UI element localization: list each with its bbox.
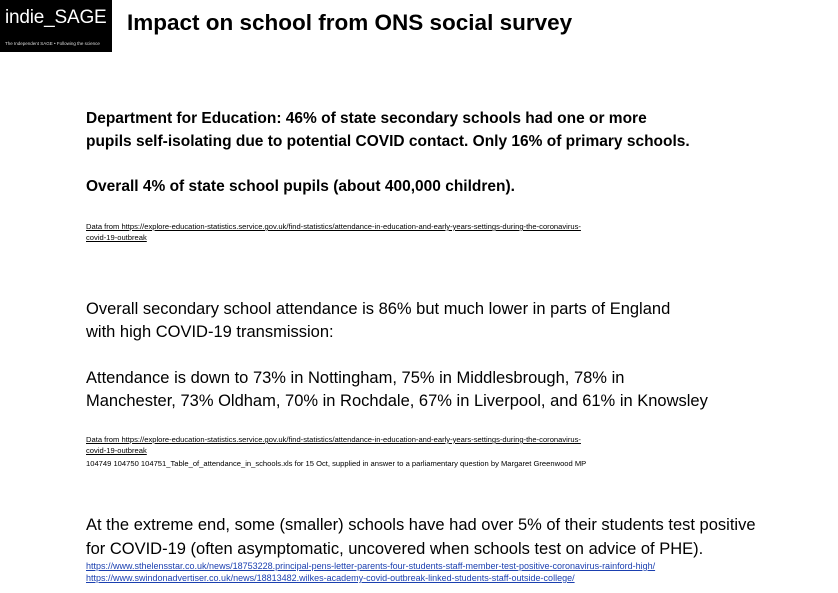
overall-pupils-line: Overall 4% of state school pupils (about 400,000 children).	[86, 178, 515, 195]
attendance-source-link-line-1[interactable]: Data from https://explore-education-statistics.service.gov.uk/find-statistics/attendance-in-education-and-early-years-settings-during-the-coronavirus-	[86, 435, 581, 444]
attendance-source-link-line-2[interactable]: covid-19-outbreak	[86, 446, 147, 455]
dfe-line-1: Department for Education: 46% of state secondary schools had one or more	[86, 110, 647, 127]
attendance-intro-line-1: Overall secondary school attendance is 86% but much lower in parts of England	[86, 300, 671, 318]
logo-tagline: The Independent SAGE • Following the science	[5, 41, 100, 46]
dfe-source-link-line-1[interactable]: Data from https://explore-education-statistics.service.gov.uk/find-statistics/attendance-in-education-and-early-years-settings-during-the-coronavirus-	[86, 222, 581, 231]
st-helens-star-link[interactable]: https://www.sthelensstar.co.uk/news/18753228.principal-pens-letter-parents-four-students-staff-member-test-positive-coronavirus-rainford-high/	[86, 561, 656, 571]
attendance-detail-line-1: Attendance is down to 73% in Nottingham, 75% in Middlesbrough, 78% in	[86, 369, 625, 387]
indie-sage-logo	[0, 0, 112, 52]
extreme-cases-line-2: for COVID-19 (often asymptomatic, uncovered when schools test on advice of PHE).	[86, 540, 704, 558]
attendance-detail-line-2: Manchester, 73% Oldham, 70% in Rochdale, 67% in Liverpool, and 61% in Knowsley	[86, 392, 708, 410]
extreme-cases-line-1: At the extreme end, some (smaller) schools have had over 5% of their students test positive	[86, 516, 756, 534]
dfe-line-2: pupils self-isolating due to potential COVID contact. Only 16% of primary schools.	[86, 133, 690, 150]
dfe-source-link-line-2[interactable]: covid-19-outbreak	[86, 233, 147, 242]
logo-wordmark: indie_SAGE	[5, 7, 107, 28]
swindon-advertiser-link[interactable]: https://www.swindonadvertiser.co.uk/news/18813482.wilkes-academy-covid-outbreak-linked-students-staff-outside-college/	[86, 573, 575, 583]
page-title: Impact on school from ONS social survey	[127, 10, 573, 35]
attendance-intro-line-2: with high COVID-19 transmission:	[86, 323, 334, 341]
attendance-file-note: 104749 104750 104751_Table_of_attendance_in_schools.xls for 15 Oct, supplied in answer to a parliamentary question by Margaret Greenwood MP	[86, 459, 587, 468]
